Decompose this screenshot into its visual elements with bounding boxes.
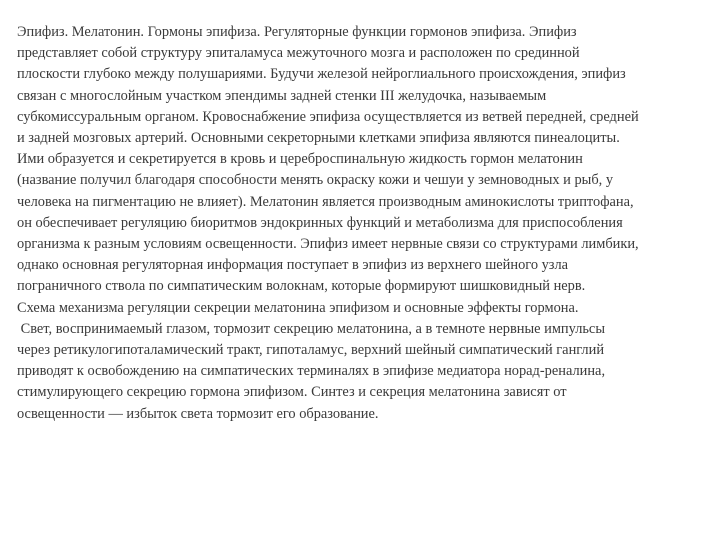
text-line: пограничного ствола по симпатическим волокнам, которые формируют шишковидный нерв. (17, 278, 586, 295)
text-line: однако основная регуляторная информация поступает в эпифиз из верхнего шейного узла (17, 257, 569, 274)
text-line: (название получил благодаря способности менять окраску кожи и чешуи у земноводных и рыб, у (17, 172, 614, 189)
text-line: через ретикулогипоталамический тракт, гипоталамус, верхний шейный симпатический ганглий (17, 342, 605, 359)
text-line: он обеспечивает регуляцию биоритмов эндокринных функций и метаболизма для приспособления (17, 214, 623, 231)
text-line: Эпифиз. Мелатонин. Гормоны эпифиза. Регуляторные функции гормонов эпифиза. Эпифиз (17, 24, 577, 40)
text-line: приводят к освобождению на симпатических терминалях в эпифизе медиатора норад-реналина, (17, 363, 606, 380)
text-line: связан с многослойным участком эпендимы задней стенки III желудочка, называемым (17, 87, 547, 104)
text-line: организма к разным условиям освещенности. Эпифиз имеет нервные связи со структурами лимбики, (17, 236, 639, 253)
text-line: человека на пигментацию не влияет). Мелатонин является производным аминокислоты триптофана, (17, 193, 634, 210)
text-line: Свет, воспринимаемый глазом, тормозит секрецию мелатонина, а в темноте нервные импульсы (17, 320, 605, 337)
text-line: плоскости глубоко между полушариями. Будучи железой нейроглиального происхождения, эпифиз (17, 66, 626, 83)
text-line: представляет собой структуру эпиталамуса межуточного мозга и расположен по срединной (17, 45, 580, 62)
text-line: субкомиссуральным органом. Кровоснабжение эпифиза осуществляется из ветвей передней, средней (17, 108, 639, 125)
text-line: стимулирующего секрецию гормона эпифизом. Синтез и секреция мелатонина зависят от (17, 384, 567, 401)
text-line: Ими образуется и секретируется в кровь и цереброспинальную жидкость гормон мелатонин (17, 151, 583, 168)
body-text (17, 22, 710, 425)
text-line: Схема механизма регуляции секреции мелатонина эпифизом и основные эффекты гормона. (17, 299, 579, 316)
text-line: и задней мозговых артерий. Основными секреторными клетками эпифиза являются пинеалоциты. (17, 130, 620, 147)
text-line: освещенности — избыток света тормозит его образование. (17, 405, 379, 422)
